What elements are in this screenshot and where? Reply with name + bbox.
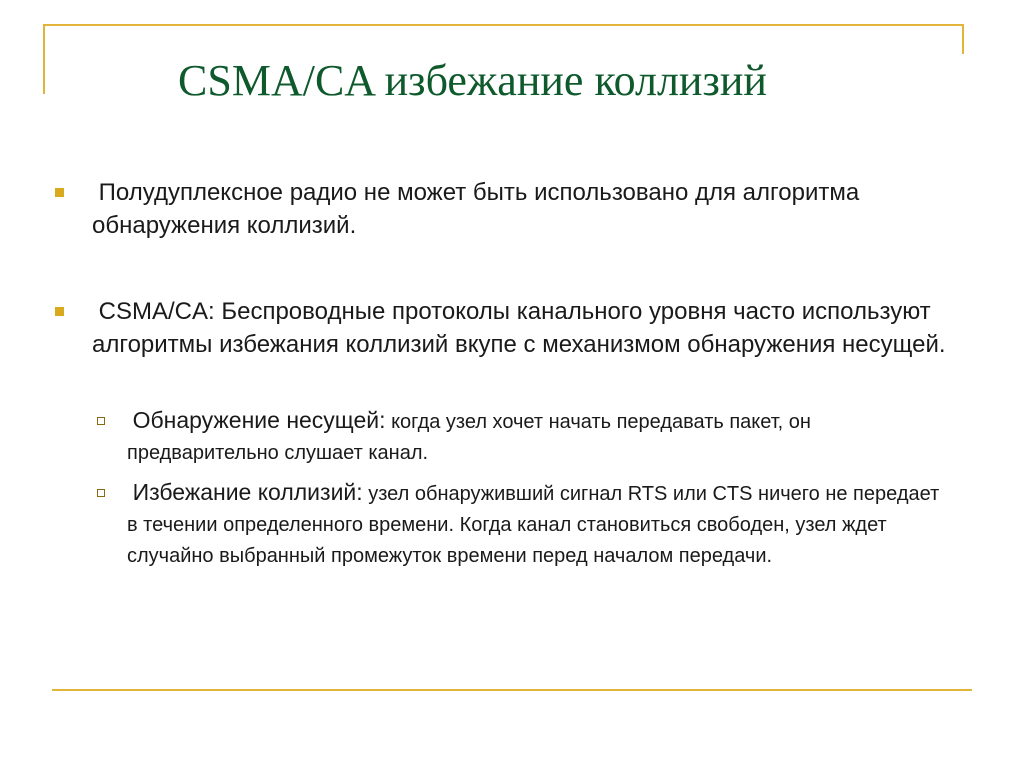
bullet-item-1	[92, 176, 972, 242]
square-bullet-icon	[55, 188, 64, 197]
frame-right-line	[962, 24, 964, 54]
hollow-square-bullet-icon	[97, 417, 105, 425]
sub-bullet-item-1	[127, 405, 947, 469]
sub-bullet-text-1: когда узел хочет начать передавать пакет, он предварительно слушает канал.	[127, 411, 811, 464]
sub-bullet-term-1: Обнаружение несущей:	[132, 407, 386, 433]
frame-bottom-line	[52, 689, 972, 691]
hollow-square-bullet-icon	[97, 489, 105, 497]
frame-top-line	[43, 24, 964, 26]
sub-bullet-text-2: узел обнаруживший сигнал RTS или CTS ничего не передает в течении определенного времени. Когда канал становиться свободен, узел ждет случайно выбранный промежуток времени перед началом передачи.	[127, 483, 940, 567]
sub-bullet-term-2: Избежание коллизий:	[132, 479, 363, 505]
bullet-text-2: CSMA/CA: Беспроводные протоколы канального уровня часто используют алгоритмы избежания коллизий вкупе с механизмом обнаружения несущей.	[92, 298, 946, 358]
slide-title: CSMA/CA избежание коллизий	[178, 56, 767, 105]
bullet-text-1: Полудуплексное радио не может быть использовано для алгоритма обнаружения коллизий.	[92, 179, 860, 239]
frame-left-line	[43, 24, 45, 94]
sub-bullet-item-2	[127, 477, 947, 572]
square-bullet-icon	[55, 307, 64, 316]
bullet-item-2	[92, 295, 972, 361]
